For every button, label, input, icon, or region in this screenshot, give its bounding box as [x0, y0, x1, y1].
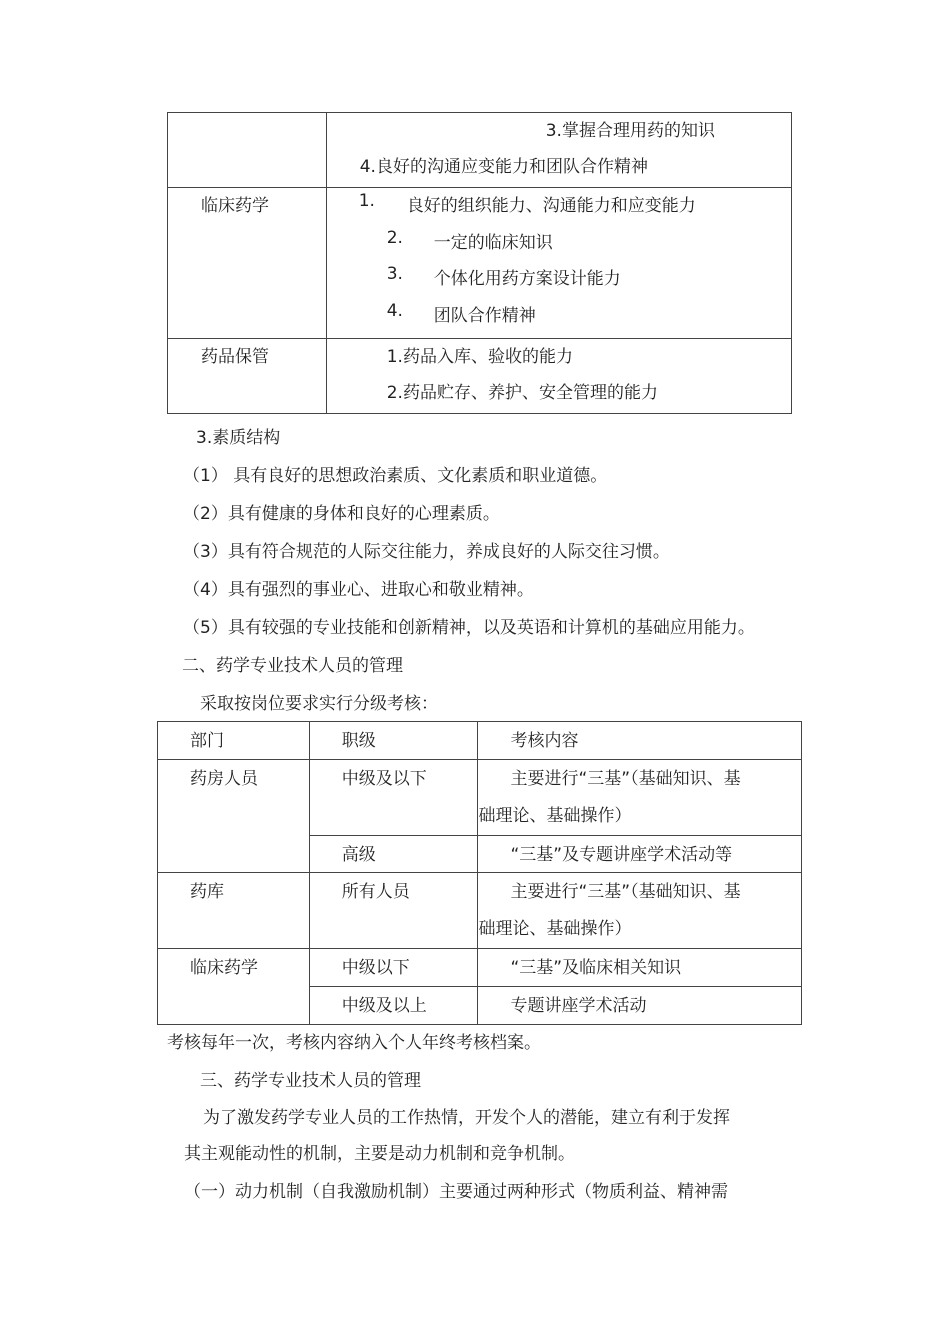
header-cell [478, 722, 802, 760]
section-heading: 三、药学专业技术人员的管理 [200, 1071, 421, 1091]
dept-text: 药库 [190, 882, 224, 902]
level-cell [309, 987, 478, 1025]
header-cell [158, 722, 310, 760]
level-text: 高级 [341, 845, 376, 865]
content-text: “三基”及临床相关知识 [510, 958, 682, 978]
quality-item: （3）具有符合规范的人际交往能力，养成良好的人际交往习惯。 [183, 542, 670, 562]
table2-header-row [158, 722, 802, 760]
content-text: “三基”及专题讲座学术活动等 [510, 845, 733, 865]
list-item: 一定的临床知识 [433, 233, 553, 253]
header-text: 部门 [190, 731, 224, 751]
dept-label: 药品保管 [201, 347, 269, 367]
content-cell [478, 836, 802, 873]
level-cell [309, 836, 478, 873]
list-item: 个体化用药方案设计能力 [433, 269, 621, 289]
dept-text: 临床药学 [190, 958, 258, 978]
dept-text: 药房人员 [190, 769, 258, 789]
table1-text: 4.良好的沟通应变能力和团队合作精神 [359, 157, 648, 177]
paragraph: （一）动力机制（自我激励机制）主要通过两种形式（物质利益、精神需 [184, 1182, 728, 1202]
dept-cell [158, 873, 310, 949]
list-item: 2.药品贮存、养护、安全管理的能力 [386, 383, 658, 403]
level-cell [309, 760, 478, 836]
content-cell [478, 987, 802, 1025]
table1-cell [326, 113, 791, 188]
table1-cell [326, 339, 791, 414]
content-text: 主要进行“三基”（基础知识、基 [510, 769, 741, 789]
level-text: 所有人员 [341, 882, 410, 902]
dept-cell [158, 949, 310, 1025]
table-row [158, 873, 802, 949]
table1-cell-empty [168, 113, 327, 188]
level-text: 中级以下 [341, 958, 410, 978]
header-text: 职级 [341, 731, 376, 751]
content-cell [478, 873, 802, 949]
level-cell [309, 873, 478, 949]
list-item: 1.药品入库、验收的能力 [386, 347, 573, 367]
table1-row [168, 188, 792, 339]
section-title: 3.素质结构 [196, 428, 281, 448]
quality-item: （2）具有健康的身体和良好的心理素质。 [183, 504, 500, 524]
quality-item: （1） 具有良好的思想政治素质、文化素质和职业道德。 [183, 466, 608, 486]
header-cell [309, 722, 478, 760]
quality-item: （4）具有强烈的事业心、进取心和敬业精神。 [183, 580, 534, 600]
content-text: 础理论、基础操作） [478, 806, 632, 826]
content-text: 础理论、基础操作） [478, 919, 632, 939]
paragraph: 采取按岗位要求实行分级考核： [200, 694, 438, 714]
table1-cell [168, 188, 327, 339]
paragraph: 为了激发药学专业人员的工作热情，开发个人的潜能，建立有利于发挥 [203, 1108, 730, 1128]
table1-cell [168, 339, 327, 414]
note: 考核每年一次，考核内容纳入个人年终考核档案。 [167, 1033, 541, 1053]
competency-table [167, 112, 792, 414]
table1-row [168, 339, 792, 414]
content-text: 专题讲座学术活动 [510, 996, 647, 1016]
list-number: 3. [386, 264, 403, 284]
list-item: 良好的组织能力、沟通能力和应变能力 [406, 196, 696, 216]
table1-text: 3.掌握合理用药的知识 [545, 121, 715, 141]
content-cell [478, 949, 802, 987]
paragraph: 其主观能动性的机制，主要是动力机制和竞争机制。 [184, 1144, 575, 1164]
quality-item: （5）具有较强的专业技能和创新精神，以及英语和计算机的基础应用能力。 [183, 618, 755, 638]
list-number: 4. [386, 301, 403, 321]
level-text: 中级及以上 [341, 996, 427, 1016]
dept-label: 临床药学 [201, 196, 269, 216]
list-number: 2. [386, 228, 403, 248]
list-number: 1. [358, 191, 375, 211]
table1-row [168, 113, 792, 188]
dept-cell [158, 760, 310, 873]
level-text: 中级及以下 [341, 769, 427, 789]
assessment-table [157, 721, 802, 1025]
table1-cell [326, 188, 791, 339]
content-cell [478, 760, 802, 836]
level-cell [309, 949, 478, 987]
list-item: 团队合作精神 [433, 306, 536, 326]
header-text: 考核内容 [510, 731, 579, 751]
table-row [158, 760, 802, 836]
section-heading: 二、药学专业技术人员的管理 [182, 656, 403, 676]
content-text: 主要进行“三基”（基础知识、基 [510, 882, 741, 902]
table-row [158, 949, 802, 987]
